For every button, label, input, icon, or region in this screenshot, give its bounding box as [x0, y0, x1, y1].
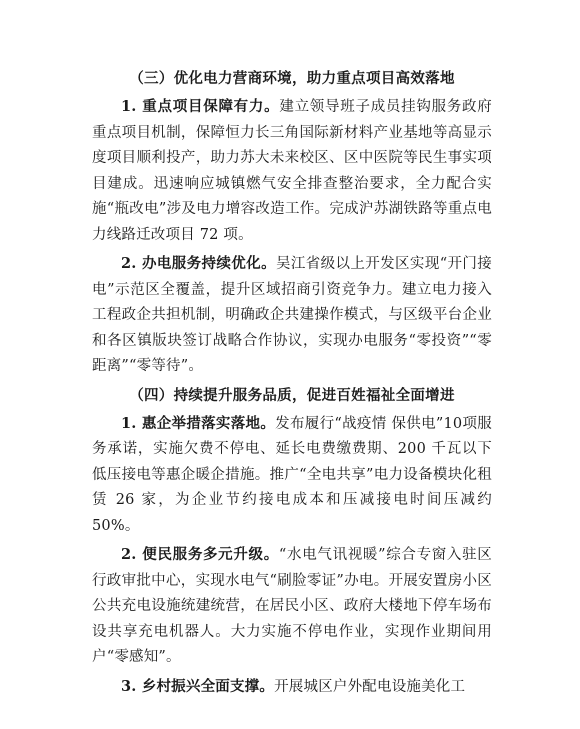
paragraph-lead: 2. 便民服务多元升级。: [121, 546, 279, 563]
section-heading-4: （四）持续提升服务品质，促进百姓福祉全面增进: [129, 386, 455, 404]
paragraph-body: 开展城区户外配电设施美化工: [274, 678, 466, 695]
paragraph-body: “水电气讯视暖”综合专窗入驻区行政审批中心，实现水电气“刷脸零证”办电。开展安置房小区公共充电设施统建统营，在居民小区、政府大楼地下停车场布设共享充电机器人。大力实施不停电作业，实现作业期间用户“零感知”。: [92, 547, 493, 665]
paragraph-power-service: [92, 251, 492, 380]
paragraph-lead: 3. 乡村振兴全面支撑。: [121, 677, 275, 695]
paragraph-key-projects: [92, 94, 492, 248]
paragraph-body: 建立领导班子成员挂钩服务政府重点项目机制，保障恒力长三角国际新材料产业基地等高显示度项目顺利投产，助力苏大未来校区、区中医院等民生事实项目建成。迅速响应城镇燃气安全排查整治要求，全力配合实施“瓶改电”涉及电力增容改造工作。完成沪苏湖铁路等重点电力线路迁改项目 72 项。: [92, 99, 492, 243]
paragraph-rural-revitalization: [92, 674, 492, 701]
paragraph-enterprise-measures: [92, 411, 492, 540]
paragraph-lead: 1. 惠企举措落实落地。: [121, 414, 276, 432]
paragraph-public-service: [92, 542, 492, 671]
paragraph-lead: 1. 重点项目保障有力。: [121, 98, 280, 115]
section-heading-3: （三）优化电力营商环境，助力重点项目高效落地: [129, 70, 455, 87]
paragraph-body: 吴江省级以上开发区实现“开门接电”示范区全覆盖，提升区域招商引资竞争力。建立电力接入工程政企共担机制，明确政企共建操作模式，与区级平台企业和各区镇版块签订战略合作协议，实现办电服务“零投资”“零距离”“零等待”。: [92, 256, 492, 374]
paragraph-lead: 2. 办电服务持续优化。: [121, 255, 276, 272]
paragraph-body: 发布履行“战疫情 保供电”10项服务承诺，实施欠费不停电、延长电费缴费期、200 千瓦以下低压接电等惠企暖企措施。推广“全电共享”电力设备模块化租赁 26 家，为企业节约接电成本和压减接电时间压减约 50%。: [92, 415, 492, 534]
